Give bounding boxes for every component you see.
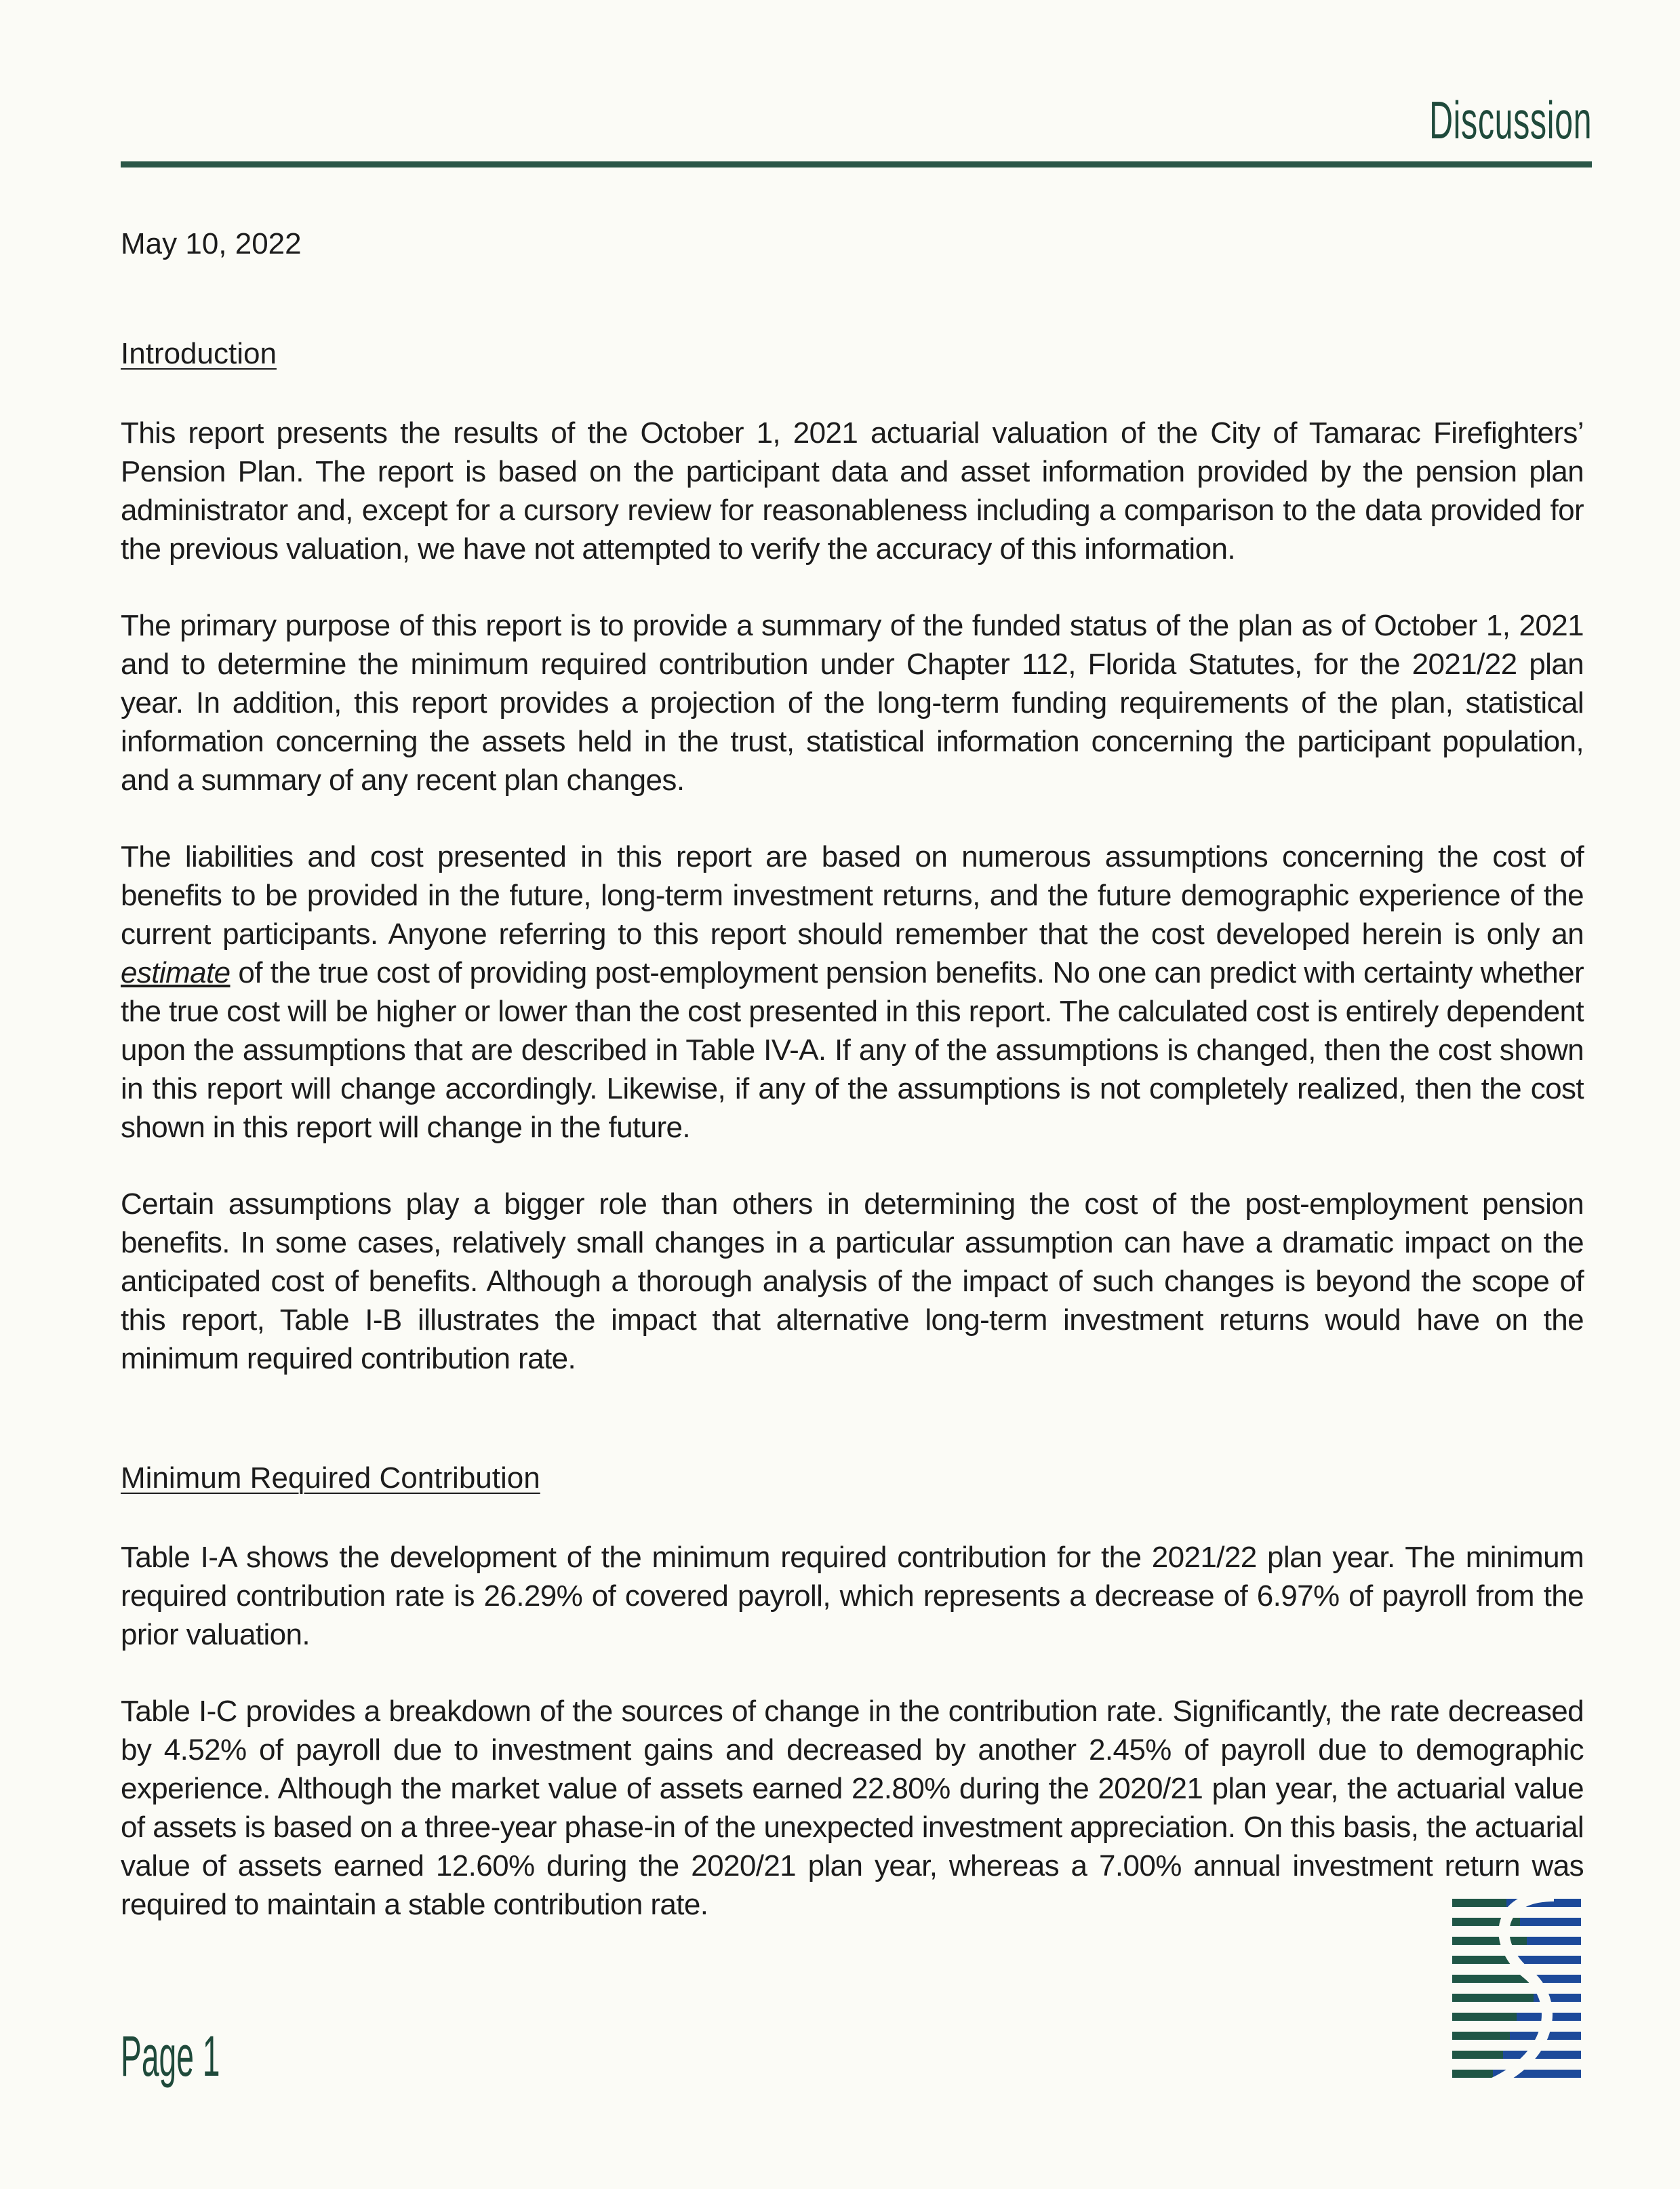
header-rule [121, 161, 1592, 167]
logo-bars [1452, 1899, 1581, 2078]
paragraph-text: of the true cost of providing post-employment pension benefits. No one can predict with certainty whether the true cost will be higher or lower than the cost presented in this report. The calculated cost is entirely dependent upon the assumptions that are described in Table IV-A. If any of the assumptions is changed, then the cost shown in this report will change accordingly. Likewise, if any of the assumptions is not completely realized, then the cost shown in this report will change in the future. [121, 956, 1584, 1144]
paragraph-text: The liabilities and cost presented in this report are based on numerous assumptions concerning the cost of benefits to be provided in the future, long-term investment returns, and the future demographic experience of the current participants. Anyone referring to this report should remember that the cost developed herein is only an [121, 840, 1584, 951]
section-heading-introduction: Introduction [121, 337, 277, 370]
paragraph: Table I-C provides a breakdown of the sources of change in the contribution rate. Significantly, the rate decreased by 4.52% of payroll due to investment gains and decreased by another 2.45% of payroll due to demographic experience. Although the market value of assets earned 22.80% during the 2020/21 plan year, the actuarial value of assets is based on a three-year phase-in of the unexpected investment appreciation. On this basis, the actuarial value of assets earned 12.60% during the 2020/21 plan year, whereas a 7.00% annual investment return was required to maintain a stable contribution rate. [121, 1695, 1584, 1921]
page-number: Page 1 [121, 2024, 220, 2088]
emphasized-word: estimate [121, 956, 231, 989]
section-heading-minimum-required-contribution: Minimum Required Contribution [121, 1461, 540, 1495]
report-date: May 10, 2022 [121, 227, 302, 260]
document-body [121, 224, 1584, 1962]
header-title: Discussion [1428, 90, 1592, 150]
paragraph: Certain assumptions play a bigger role than others in determining the cost of the post-employment pension benefits. In some cases, relatively small changes in a particular assumption can have a dramatic impact on the anticipated cost of benefits. Although a thorough analysis of the impact of such changes is beyond the scope of this report, Table I-B illustrates the impact that alternative long-term investment returns would have on the minimum required contribution rate. [121, 1187, 1584, 1375]
paragraph: The primary purpose of this report is to provide a summary of the funded status of the plan as of October 1, 2021 and to determine the minimum required contribution under Chapter 112, Florida Statutes, for the 2021/22 plan year. In addition, this report provides a projection of the long-term funding requirements of the plan, statistical information concerning the assets held in the trust, statistical information concerning the participant population, and a summary of any recent plan changes. [121, 609, 1584, 797]
paragraph [121, 837, 1584, 1147]
firm-logo-icon [1452, 1899, 1581, 2082]
paragraph: Table I-A shows the development of the minimum required contribution for the 2021/22 plan year. The minimum required contribution rate is 26.29% of covered payroll, which represents a decrease of 6.97% of payroll from the prior valuation. [121, 1541, 1584, 1651]
paragraph: This report presents the results of the October 1, 2021 actuarial valuation of the City of Tamarac Firefighters’ Pension Plan. The report is based on the participant data and asset information provided by the pension plan administrator and, except for a cursory review for reasonableness including a comparison to the data provided for the previous valuation, we have not attempted to verify the accuracy of this information. [121, 416, 1584, 566]
